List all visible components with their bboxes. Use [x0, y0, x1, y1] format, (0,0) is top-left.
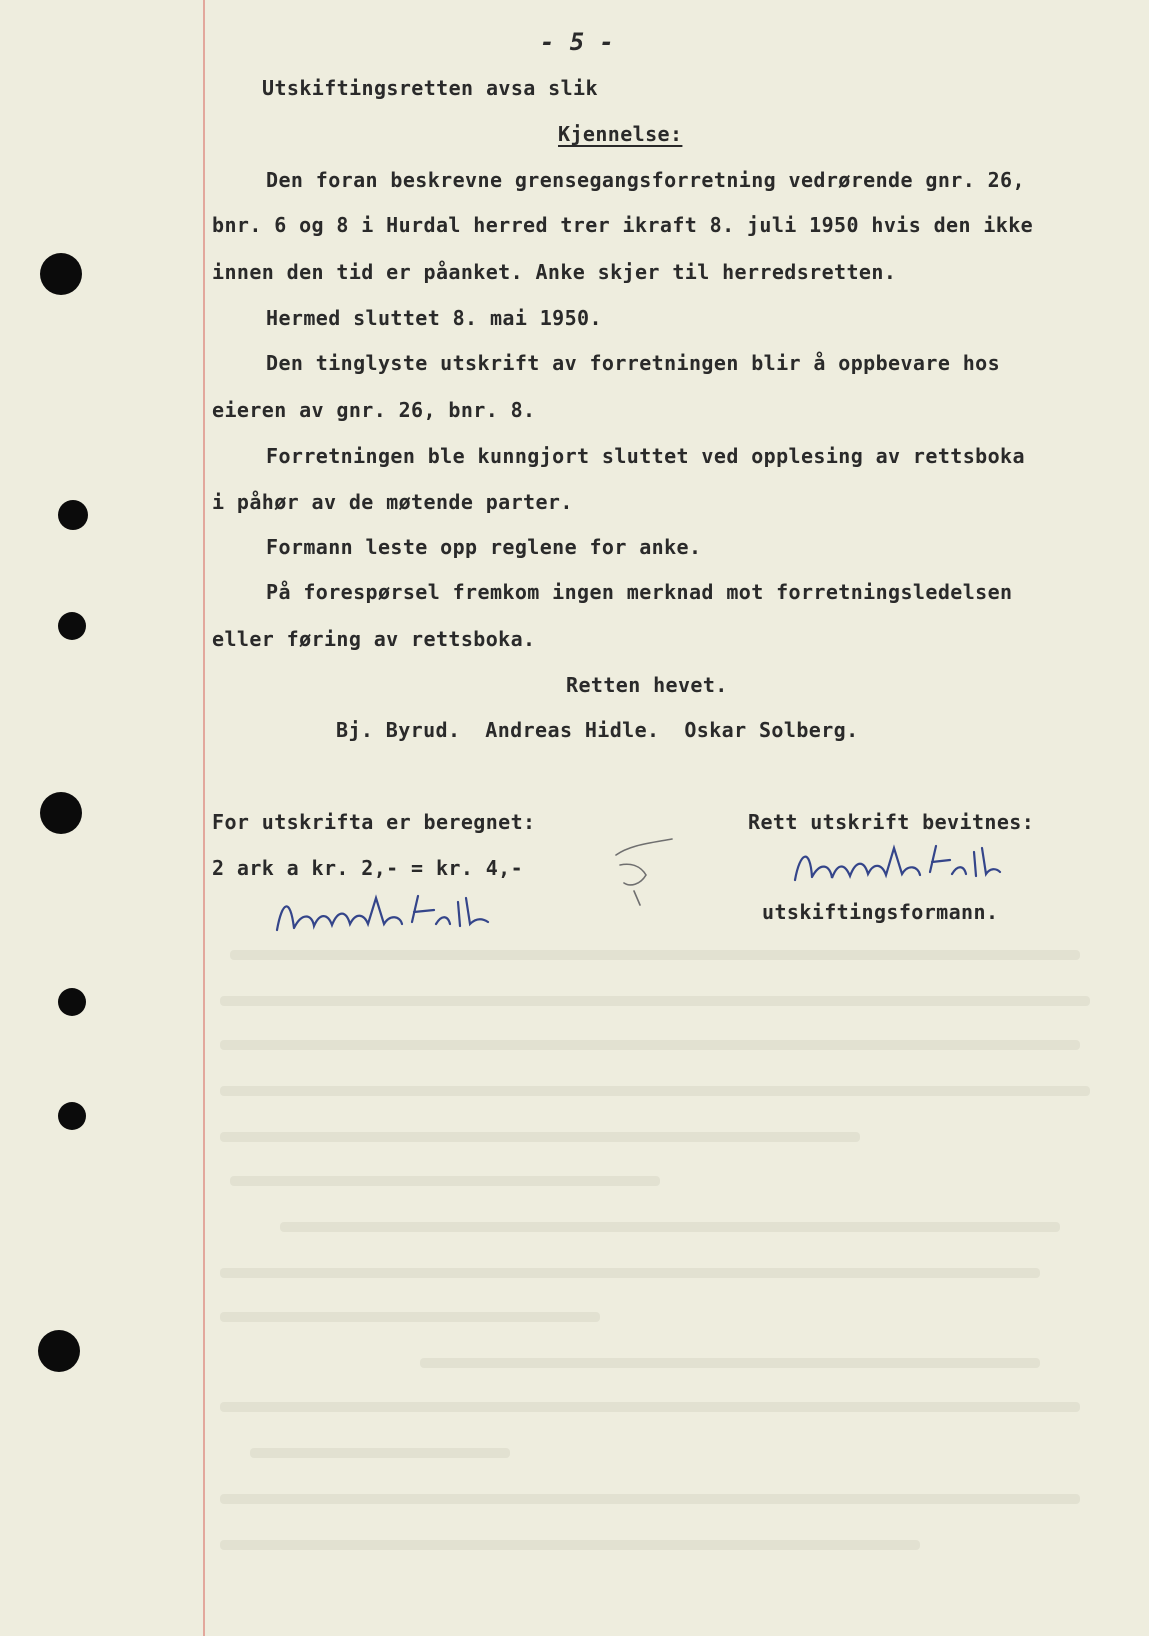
bleed-through [220, 1086, 1090, 1096]
text-line: Forretningen ble kunngjort sluttet ved opplesing av rettsboka [266, 444, 1025, 468]
bleed-through [220, 1268, 1040, 1278]
text-line: Den tinglyste utskrift av forretningen blir å oppbevare hos [266, 351, 1001, 375]
bleed-through [250, 1448, 510, 1458]
bleed-through [220, 1540, 920, 1550]
punch-hole [38, 1330, 80, 1372]
fee-calculation: 2 ark a kr. 2,- = kr. 4,- [212, 856, 524, 880]
bleed-through [220, 996, 1090, 1006]
text-line: Utskiftingsretten avsa slik [262, 76, 598, 100]
bleed-through [420, 1358, 1040, 1368]
text-line: i påhør av de møtende parter. [212, 490, 573, 514]
margin-rule [203, 0, 205, 1636]
text-line: eller føring av rettsboka. [212, 627, 536, 651]
fee-label: For utskrifta er beregnet: [212, 810, 536, 834]
certification-label: Rett utskrift bevitnes: [748, 810, 1035, 834]
bleed-through [230, 950, 1080, 960]
bleed-through [220, 1494, 1080, 1504]
bleed-through [280, 1222, 1060, 1232]
handwritten-signature-left [272, 890, 532, 944]
bleed-through [220, 1402, 1080, 1412]
page-number: - 5 - [540, 28, 615, 56]
text-line: bnr. 6 og 8 i Hurdal herred trer ikraft 8. juli 1950 hvis den ikke [212, 213, 1034, 237]
punch-hole [40, 792, 82, 834]
punch-hole [58, 612, 86, 640]
punch-hole [40, 253, 82, 295]
bleed-through [220, 1312, 600, 1322]
text-line: innen den tid er påanket. Anke skjer til herredsretten. [212, 260, 897, 284]
punch-hole [58, 1102, 86, 1130]
text-line: På forespørsel fremkom ingen merknad mot forretningsledelsen [266, 580, 1013, 604]
signatories-line: Bj. Byrud. Andreas Hidle. Oskar Solberg. [336, 718, 859, 742]
punch-hole [58, 988, 86, 1016]
text-line: Hermed sluttet 8. mai 1950. [266, 306, 602, 330]
initials-mark [610, 835, 690, 919]
text-line: Formann leste opp reglene for anke. [266, 535, 702, 559]
bleed-through [230, 1176, 660, 1186]
bleed-through [220, 1040, 1080, 1050]
text-line: Retten hevet. [566, 673, 728, 697]
text-line: eieren av gnr. 26, bnr. 8. [212, 398, 536, 422]
text-line: Den foran beskrevne grensegangsforretning vedrørende gnr. 26, [266, 168, 1025, 192]
bleed-through [220, 1132, 860, 1142]
handwritten-signature-right [790, 842, 1030, 896]
punch-hole [58, 500, 88, 530]
signer-title: utskiftingsformann. [762, 900, 999, 924]
heading: Kjennelse: [558, 122, 683, 146]
